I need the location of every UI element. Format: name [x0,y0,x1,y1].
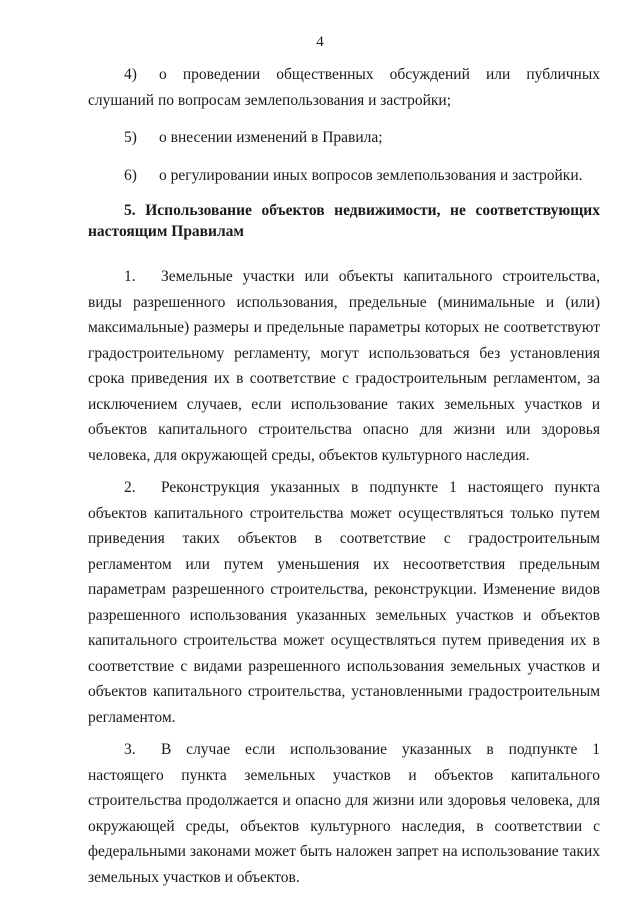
paragraph-3 [88,737,600,890]
section-heading [88,200,600,242]
document-body [88,62,600,897]
list-item-4 [88,62,600,113]
list-item-6 [88,163,600,189]
paragraph-number: 2. [124,479,136,496]
paragraph-number: 1. [124,268,136,285]
list-item-number: 4) [124,66,137,83]
paragraph-1 [88,264,600,468]
list-item-text: о внесении изменений в Правила; [159,129,383,146]
list-item-text: о регулировании иных вопросов землепользования и застройки. [159,166,583,184]
page-number: 4 [316,34,324,50]
list-item-number: 6) [124,166,137,184]
paragraph-2 [88,475,600,730]
list-item-5 [88,125,600,151]
paragraph-number: 3. [124,741,136,758]
list-item-number: 5) [124,129,137,146]
paragraph-text: Реконструкция указанных в подпункте 1 настоящего пункта объектов капитального строительства может осуществляться только путем приведения таких объектов в соответствие с градостроительным регламентом или путем уменьшения их несоответствия предельным параметрам разрешенного строительства, реконструкции. Изменение видов разрешенного использования указанных земельных участков и объектов капитального строительства может осуществляться путем приведения их в соответствие с видами разрешенного использования земельных участков и объектов капитального строительства, установленными градостроительным регламентом. [88,479,600,726]
paragraph-text: В случае если использование указанных в подпункте 1 настоящего пункта земельных участков и объектов капитального строительства продолжается и опасно для жизни или здоровья человека, для окружающей среды, объектов культурного наследия, в соответствии с федеральными законами может быть наложен запрет на использование таких земельных участков и объектов. [88,741,600,886]
paragraph-text: Земельные участки или объекты капитального строительства, виды разрешенного использования, предельные (минимальные и (или) максимальные) размеры и предельные параметры которых не соответствуют градостроительному регламенту, могут использоваться без установления срока приведения их в соответствие с градостроительным регламентом, за исключением случаев, если использование таких земельных участков и объектов капитального строительства опасно для жизни или здоровья человека, для окружающей среды, объектов культурного наследия. [88,268,600,464]
list-item-text: о проведении общественных обсуждений или публичных слушаний по вопросам землепользования и застройки; [88,66,600,109]
section-heading-text: 5. Использование объектов недвижимости, не соответствующих настоящим Правилам [88,202,600,240]
